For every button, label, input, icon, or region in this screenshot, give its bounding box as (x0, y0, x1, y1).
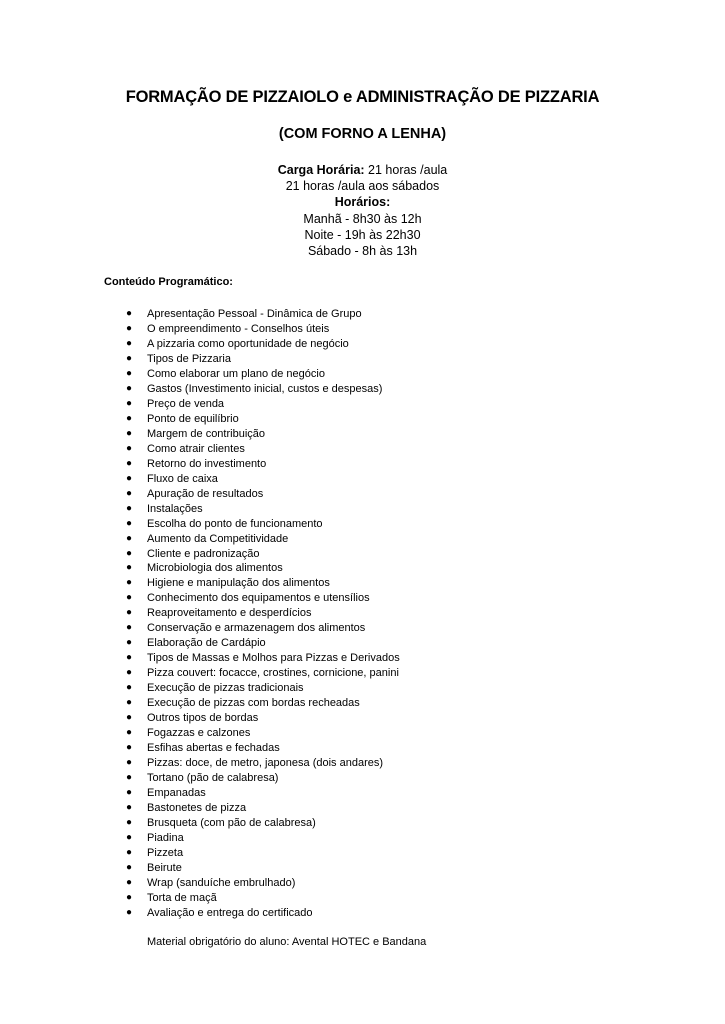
list-item-text: Reaproveitamento e desperdícios (147, 607, 312, 620)
bullet-icon: ● (126, 831, 133, 843)
workload-value: 21 horas /aula (364, 163, 448, 177)
list-item-text: Cliente e padronização (147, 547, 260, 560)
list-item-text: Fluxo de caixa (147, 472, 218, 485)
bullet-icon: ● (126, 637, 133, 649)
bullet-icon: ● (126, 308, 133, 319)
bullet-icon: ● (126, 352, 133, 364)
bullet-icon: ● (126, 757, 133, 769)
bullet-icon: ● (126, 412, 133, 424)
list-item-text: Tipos de Massas e Molhos para Pizzas e Derivados (147, 652, 400, 665)
list-item-text: O empreendimento - Conselhos úteis (147, 322, 330, 335)
list-item-text: Como atrair clientes (147, 442, 245, 455)
list-item-text: Microbiologia dos alimentos (147, 562, 283, 575)
schedule-saturday: Sábado - 8h às 13h (307, 244, 418, 259)
list-item-text: Apresentação Pessoal - Dinâmica de Grupo (147, 308, 362, 320)
list-item-text: Margem de contribuição (147, 427, 266, 440)
bullet-icon: ● (126, 577, 133, 589)
bullet-icon: ● (126, 876, 133, 888)
list-item-text: Outros tipos de bordas (147, 712, 259, 725)
bullet-icon: ● (126, 846, 133, 858)
bullet-icon: ● (126, 367, 133, 379)
list-item-text: Pizzeta (147, 846, 184, 859)
bullet-icon: ● (126, 772, 133, 784)
list-item-text: Escolha do ponto de funcionamento (147, 517, 323, 530)
list-item-text: Preço de venda (147, 397, 225, 410)
bullet-icon: ● (126, 397, 133, 409)
list-item-text: Avaliação e entrega do certificado (147, 906, 313, 919)
content-heading: Conteúdo Programático: (104, 276, 233, 288)
list-item-text: Execução de pizzas tradicionais (147, 682, 304, 695)
schedule-morning: Manhã - 8h30 às 12h (303, 211, 422, 226)
list-item-text: Torta de maçã (147, 891, 217, 904)
workload-label: Carga Horária: (277, 163, 365, 177)
list-item-text: Bastonetes de pizza (147, 801, 247, 814)
list-item-text: Instalações (147, 502, 203, 515)
schedule-block (0, 162, 725, 259)
list-item-text: A pizzaria como oportunidade de negócio (147, 337, 349, 350)
list-item-text: Fogazzas e calzones (147, 727, 251, 740)
bullet-icon: ● (126, 547, 133, 559)
list-item-text: Retorno do investimento (147, 457, 267, 470)
list-item-text: Apuração de resultados (147, 487, 264, 500)
schedule-night: Noite - 19h às 22h30 (304, 227, 421, 242)
footnote: Material obrigatório do aluno: Avental HOTEC e Bandana (147, 936, 427, 948)
bullet-icon: ● (126, 487, 133, 499)
schedule-label: Horários: (334, 195, 391, 210)
bullet-icon: ● (126, 382, 133, 394)
list-item-text: Ponto de equilíbrio (147, 412, 239, 425)
list-item-text: Esfihas abertas e fechadas (147, 742, 280, 755)
bullet-icon: ● (126, 532, 133, 544)
bullet-icon: ● (126, 607, 133, 619)
list-item-text: Beirute (147, 861, 182, 874)
list-item-text: Como elaborar um plano de negócio (147, 367, 325, 380)
document-subtitle: (COM FORNO A LENHA) (278, 126, 447, 142)
bullet-icon: ● (126, 891, 133, 903)
list-item-text: Conhecimento dos equipamentos e utensílios (147, 592, 370, 605)
list-item-text: Elaboração de Cardápio (147, 637, 266, 650)
workload-line (0, 162, 725, 178)
bullet-icon: ● (126, 337, 133, 349)
list-item-text: Pizzas: doce, de metro, japonesa (dois andares) (147, 757, 384, 770)
bullet-icon: ● (126, 742, 133, 754)
list-item-text: Pizza couvert: focacce, crostines, cornicione, panini (147, 667, 399, 680)
bullet-icon: ● (126, 457, 133, 469)
list-item-text: Gastos (Investimento inicial, custos e despesas) (147, 382, 383, 395)
list-item-text: Aumento da Competitividade (147, 532, 289, 545)
list-item-text: Tipos de Pizzaria (147, 352, 231, 365)
bullet-icon: ● (126, 816, 133, 828)
list-item-text: Wrap (sanduíche embrulhado) (147, 876, 296, 889)
bullet-icon: ● (126, 562, 133, 574)
bullet-icon: ● (126, 622, 133, 634)
bullet-icon: ● (126, 667, 133, 679)
bullet-icon: ● (126, 697, 133, 709)
list-item-text: Brusqueta (com pão de calabresa) (147, 816, 316, 829)
list-item-text: Execução de pizzas com bordas recheadas (147, 697, 360, 710)
bullet-icon: ● (126, 682, 133, 694)
bullet-icon: ● (126, 472, 133, 484)
bullet-icon: ● (126, 787, 133, 798)
bullet-icon: ● (126, 652, 133, 664)
bullet-icon: ● (126, 592, 133, 604)
list-item-text: Tortano (pão de calabresa) (147, 772, 279, 785)
list-item-text: Piadina (147, 831, 184, 844)
document-title: FORMAÇÃO DE PIZZAIOLO e ADMINISTRAÇÃO DE PIZZARIA (125, 88, 600, 106)
bullet-icon: ● (126, 906, 133, 918)
workload-saturday: 21 horas /aula aos sábados (285, 179, 440, 194)
bullet-icon: ● (126, 861, 133, 873)
bullet-icon: ● (126, 801, 133, 813)
list-item-text: Conservação e armazenagem dos alimentos (147, 622, 366, 635)
list-item-text: Higiene e manipulação dos alimentos (147, 577, 330, 590)
list-item-text: Empanadas (147, 787, 206, 799)
bullet-icon: ● (126, 502, 133, 514)
bullet-icon: ● (126, 427, 133, 439)
bullet-icon: ● (126, 727, 133, 739)
bullet-icon: ● (126, 322, 133, 334)
bullet-icon: ● (126, 442, 133, 454)
bullet-icon: ● (126, 712, 133, 724)
bullet-icon: ● (126, 517, 133, 529)
